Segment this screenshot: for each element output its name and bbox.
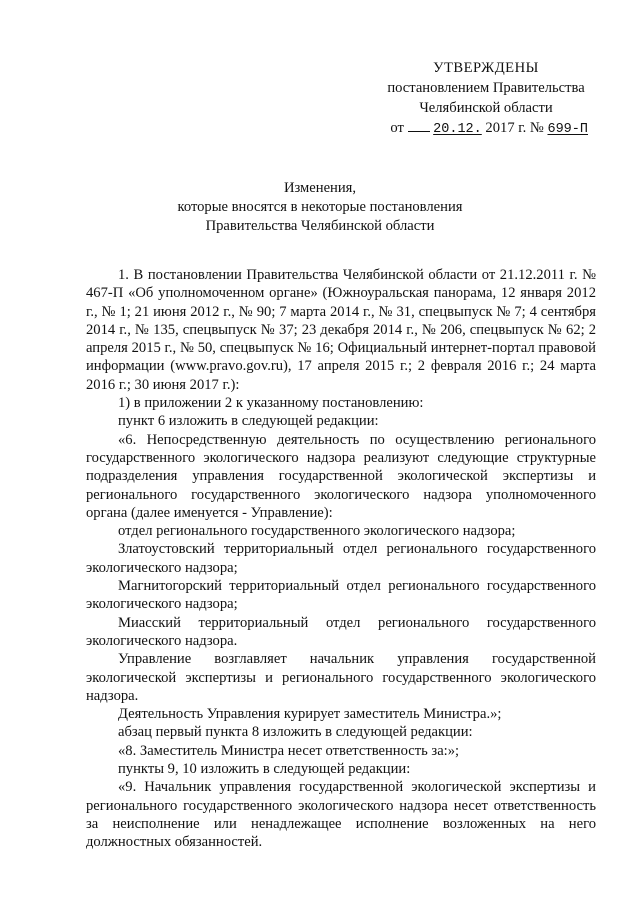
approval-stamp [386, 58, 586, 140]
document-body [86, 266, 596, 852]
number-value: 699-П [547, 122, 588, 137]
paragraph-13: пункты 9, 10 изложить в следующей редакции: [118, 761, 411, 778]
heading-line-3: Правительства Челябинской области [205, 218, 435, 234]
paragraph-2: 1) в приложении 2 к указанному постановлению: [118, 395, 424, 412]
paragraph-9: Управление возглавляет начальник управления государственной экологической экспертизы и регионального государственного экологического надзора. [86, 651, 596, 704]
paragraph-10: Деятельность Управления курирует заместитель Министра.»; [118, 706, 502, 723]
date-value: 20.12. [433, 122, 482, 137]
paragraph-4: «6. Непосредственную деятельность по осуществлению регионального государственного экологического надзора реализуют следующие структурные подразделения управления государственной экологической экспертизы и регионального государственного экологического надзора уполномоченного органа (далее именуется - Управление): [86, 431, 596, 521]
date-prefix: от [390, 120, 404, 136]
heading-line-1: Изменения, [283, 180, 357, 196]
paragraph-12: «8. Заместитель Министра несет ответственность за:»; [118, 742, 460, 759]
paragraph-5: отдел регионального государственного экологического надзора; [118, 523, 516, 540]
paragraph-8: Миасский территориальный отдел регионального государственного экологического надзора. [86, 614, 596, 649]
approval-title: УТВЕРЖДЕНЫ [433, 60, 539, 76]
approval-date-line [378, 118, 588, 140]
approval-line-2: Челябинской области [419, 100, 553, 116]
paragraph-14: «9. Начальник управления государственной экологической экспертизы и регионального государственного экологического надзора несет ответственность за неисполнение или ненадлежащее исполнение возложенных на него должностных обязанностей. [86, 779, 596, 851]
date-blank [408, 130, 430, 132]
heading-line-2: которые вносятся в некоторые постановления [177, 199, 463, 215]
year-text: 2017 г. № [485, 120, 544, 136]
document-heading [0, 179, 640, 236]
paragraph-1: 1. В постановлении Правительства Челябинской области от 21.12.2011 г. № 467-П «Об уполномоченном органе» (Южноуральская панорама, 12 января 2012 г., № 1; 21 июня 2012 г., № 90; 7 марта 2014 г., № 31, спецвыпуск № 7; 4 сентября 2014 г., № 135, спецвыпуск № 37; 23 декабря 2014 г., № 206, спецвыпуск № 62; 2 апреля 2015 г., № 50, спецвыпуск № 16; Официальный интернет-портал правовой информации (www.pravo.gov.ru), 17 апреля 2015 г.; 2 февраля 2016 г.; 24 марта 2016 г.; 30 июня 2017 г.): [86, 267, 596, 393]
paragraph-11: абзац первый пункта 8 изложить в следующей редакции: [118, 724, 473, 741]
paragraph-6: Златоустовский территориальный отдел регионального государственного экологического надзора; [86, 541, 596, 576]
paragraph-3: пункт 6 изложить в следующей редакции: [118, 413, 379, 430]
approval-line-1: постановлением Правительства [387, 80, 585, 96]
paragraph-7: Магнитогорский территориальный отдел регионального государственного экологического надзора; [86, 578, 596, 613]
